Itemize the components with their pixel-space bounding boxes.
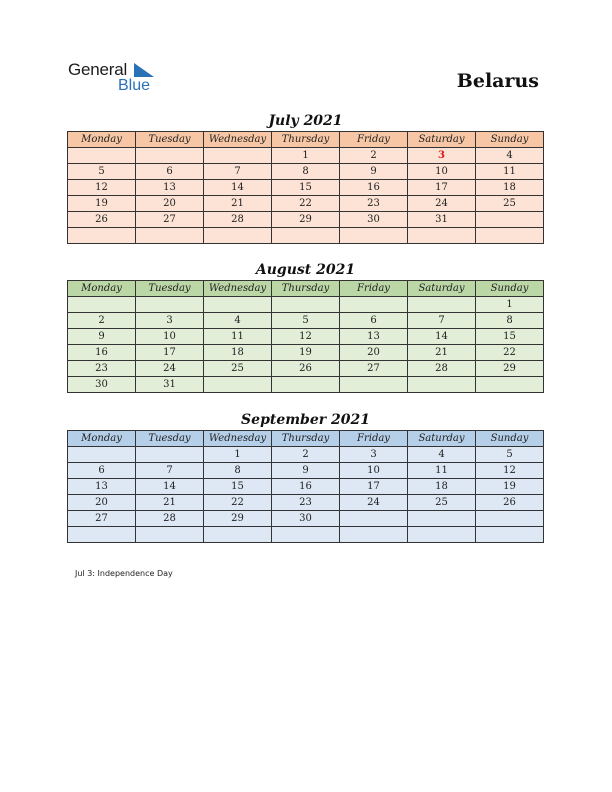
day-cell: 9 — [340, 164, 408, 180]
day-cell — [476, 228, 544, 244]
day-cell: 6 — [136, 164, 204, 180]
day-cell — [68, 447, 136, 463]
day-cell — [272, 297, 340, 313]
day-cell: 2 — [272, 447, 340, 463]
day-cell: 10 — [340, 463, 408, 479]
month-title: August 2021 — [255, 262, 356, 278]
weekday-header: Tuesday — [136, 132, 204, 148]
week-row — [68, 479, 544, 495]
day-cell: 7 — [408, 313, 476, 329]
day-cell: 25 — [408, 495, 476, 511]
weekday-header: Tuesday — [136, 431, 204, 447]
day-cell: 28 — [204, 212, 272, 228]
day-cell — [476, 377, 544, 393]
weekday-header: Saturday — [408, 431, 476, 447]
day-cell — [408, 511, 476, 527]
day-cell: 14 — [136, 479, 204, 495]
day-cell: 3 — [340, 447, 408, 463]
day-cell — [136, 527, 204, 543]
day-cell — [476, 527, 544, 543]
day-cell: 24 — [408, 196, 476, 212]
day-cell: 28 — [136, 511, 204, 527]
day-cell — [204, 377, 272, 393]
day-cell: 6 — [340, 313, 408, 329]
week-row — [68, 228, 544, 244]
weekday-header: Sunday — [476, 281, 544, 297]
day-cell — [476, 212, 544, 228]
logo — [68, 60, 168, 96]
weekday-header: Wednesday — [204, 281, 272, 297]
day-cell: 15 — [272, 180, 340, 196]
week-row — [68, 196, 544, 212]
weekday-header-row — [68, 132, 544, 148]
day-cell: 10 — [136, 329, 204, 345]
week-row — [68, 447, 544, 463]
week-row — [68, 313, 544, 329]
weekday-header: Friday — [340, 281, 408, 297]
month-august — [67, 260, 544, 393]
day-cell — [136, 297, 204, 313]
day-cell: 24 — [136, 361, 204, 377]
day-cell: 23 — [272, 495, 340, 511]
day-cell: 13 — [136, 180, 204, 196]
day-cell: 20 — [136, 196, 204, 212]
calendar-table — [67, 131, 544, 244]
day-cell: 5 — [476, 447, 544, 463]
day-cell — [68, 527, 136, 543]
day-cell: 30 — [272, 511, 340, 527]
weekday-header: Saturday — [408, 281, 476, 297]
day-cell: 24 — [340, 495, 408, 511]
day-cell: 16 — [68, 345, 136, 361]
weekday-header-row — [68, 281, 544, 297]
weekday-header: Monday — [68, 132, 136, 148]
day-cell: 1 — [204, 447, 272, 463]
day-cell: 15 — [204, 479, 272, 495]
day-cell: 9 — [272, 463, 340, 479]
day-cell — [408, 297, 476, 313]
week-row — [68, 463, 544, 479]
day-cell: 9 — [68, 329, 136, 345]
week-row — [68, 495, 544, 511]
day-cell: 27 — [340, 361, 408, 377]
day-cell: 17 — [408, 180, 476, 196]
day-cell: 25 — [476, 196, 544, 212]
day-cell: 26 — [272, 361, 340, 377]
weekday-header: Thursday — [272, 431, 340, 447]
day-cell: 27 — [136, 212, 204, 228]
week-row — [68, 345, 544, 361]
day-cell — [340, 377, 408, 393]
calendar-table — [67, 280, 544, 393]
week-row — [68, 361, 544, 377]
day-cell: 14 — [408, 329, 476, 345]
day-cell: 8 — [476, 313, 544, 329]
day-cell — [408, 377, 476, 393]
day-cell — [272, 527, 340, 543]
day-cell: 31 — [408, 212, 476, 228]
weekday-header: Sunday — [476, 132, 544, 148]
day-cell: 1 — [272, 148, 340, 164]
day-cell: 30 — [340, 212, 408, 228]
day-cell: 25 — [204, 361, 272, 377]
day-cell: 11 — [408, 463, 476, 479]
day-cell: 18 — [408, 479, 476, 495]
day-cell: 4 — [476, 148, 544, 164]
day-cell: 5 — [272, 313, 340, 329]
weekday-header: Friday — [340, 132, 408, 148]
day-cell: 10 — [408, 164, 476, 180]
weekday-header: Sunday — [476, 431, 544, 447]
holiday-note: Jul 3: Independence Day — [75, 569, 173, 578]
day-cell — [204, 228, 272, 244]
day-cell: 11 — [204, 329, 272, 345]
day-cell: 1 — [476, 297, 544, 313]
day-cell — [408, 228, 476, 244]
day-cell: 21 — [408, 345, 476, 361]
week-row — [68, 212, 544, 228]
day-cell: 29 — [204, 511, 272, 527]
week-row — [68, 180, 544, 196]
week-row — [68, 377, 544, 393]
day-cell: 28 — [408, 361, 476, 377]
day-cell — [476, 511, 544, 527]
day-cell: 18 — [476, 180, 544, 196]
day-cell — [136, 447, 204, 463]
day-cell — [68, 228, 136, 244]
day-cell: 23 — [340, 196, 408, 212]
day-cell: 17 — [136, 345, 204, 361]
month-july — [67, 111, 544, 244]
week-row — [68, 148, 544, 164]
day-cell: 22 — [272, 196, 340, 212]
weekday-header: Tuesday — [136, 281, 204, 297]
day-cell — [340, 511, 408, 527]
weekday-header: Thursday — [272, 281, 340, 297]
day-cell: 16 — [340, 180, 408, 196]
day-cell — [340, 527, 408, 543]
day-cell: 16 — [272, 479, 340, 495]
holiday-day-cell: 3 — [408, 148, 476, 164]
day-cell: 2 — [68, 313, 136, 329]
weekday-header: Wednesday — [204, 132, 272, 148]
day-cell: 12 — [476, 463, 544, 479]
week-row — [68, 329, 544, 345]
logo-text-general: General — [68, 60, 128, 79]
day-cell: 22 — [476, 345, 544, 361]
logo-triangle-icon — [134, 63, 154, 77]
day-cell: 15 — [476, 329, 544, 345]
week-row — [68, 511, 544, 527]
day-cell: 14 — [204, 180, 272, 196]
day-cell — [340, 228, 408, 244]
day-cell — [136, 148, 204, 164]
day-cell: 17 — [340, 479, 408, 495]
logo-text-blue: Blue — [118, 77, 151, 94]
day-cell — [272, 228, 340, 244]
day-cell — [340, 297, 408, 313]
day-cell: 21 — [204, 196, 272, 212]
country-title: Belarus — [456, 70, 539, 92]
day-cell: 7 — [204, 164, 272, 180]
day-cell: 12 — [272, 329, 340, 345]
day-cell: 6 — [68, 463, 136, 479]
day-cell — [68, 297, 136, 313]
day-cell: 29 — [272, 212, 340, 228]
day-cell: 19 — [68, 196, 136, 212]
day-cell: 7 — [136, 463, 204, 479]
day-cell: 13 — [68, 479, 136, 495]
day-cell: 8 — [204, 463, 272, 479]
day-cell: 3 — [136, 313, 204, 329]
month-title: July 2021 — [268, 113, 343, 129]
day-cell — [204, 527, 272, 543]
day-cell: 8 — [272, 164, 340, 180]
week-row — [68, 527, 544, 543]
weekday-header: Wednesday — [204, 431, 272, 447]
day-cell: 27 — [68, 511, 136, 527]
day-cell: 5 — [68, 164, 136, 180]
day-cell: 22 — [204, 495, 272, 511]
day-cell: 26 — [68, 212, 136, 228]
day-cell: 26 — [476, 495, 544, 511]
day-cell: 2 — [340, 148, 408, 164]
weekday-header: Thursday — [272, 132, 340, 148]
week-row — [68, 297, 544, 313]
day-cell — [408, 527, 476, 543]
day-cell: 19 — [476, 479, 544, 495]
day-cell: 23 — [68, 361, 136, 377]
calendar-table — [67, 430, 544, 543]
day-cell: 20 — [340, 345, 408, 361]
day-cell — [136, 228, 204, 244]
day-cell: 11 — [476, 164, 544, 180]
day-cell: 30 — [68, 377, 136, 393]
weekday-header: Saturday — [408, 132, 476, 148]
day-cell: 29 — [476, 361, 544, 377]
week-row — [68, 164, 544, 180]
day-cell: 19 — [272, 345, 340, 361]
holiday-notes — [75, 569, 173, 578]
month-title: September 2021 — [241, 412, 370, 428]
day-cell: 21 — [136, 495, 204, 511]
day-cell: 18 — [204, 345, 272, 361]
day-cell — [272, 377, 340, 393]
day-cell: 12 — [68, 180, 136, 196]
day-cell — [68, 148, 136, 164]
day-cell: 4 — [408, 447, 476, 463]
day-cell: 31 — [136, 377, 204, 393]
day-cell — [204, 148, 272, 164]
weekday-header-row — [68, 431, 544, 447]
day-cell — [204, 297, 272, 313]
day-cell: 20 — [68, 495, 136, 511]
month-september — [67, 410, 544, 543]
weekday-header: Monday — [68, 431, 136, 447]
day-cell: 13 — [340, 329, 408, 345]
weekday-header: Friday — [340, 431, 408, 447]
day-cell: 4 — [204, 313, 272, 329]
weekday-header: Monday — [68, 281, 136, 297]
